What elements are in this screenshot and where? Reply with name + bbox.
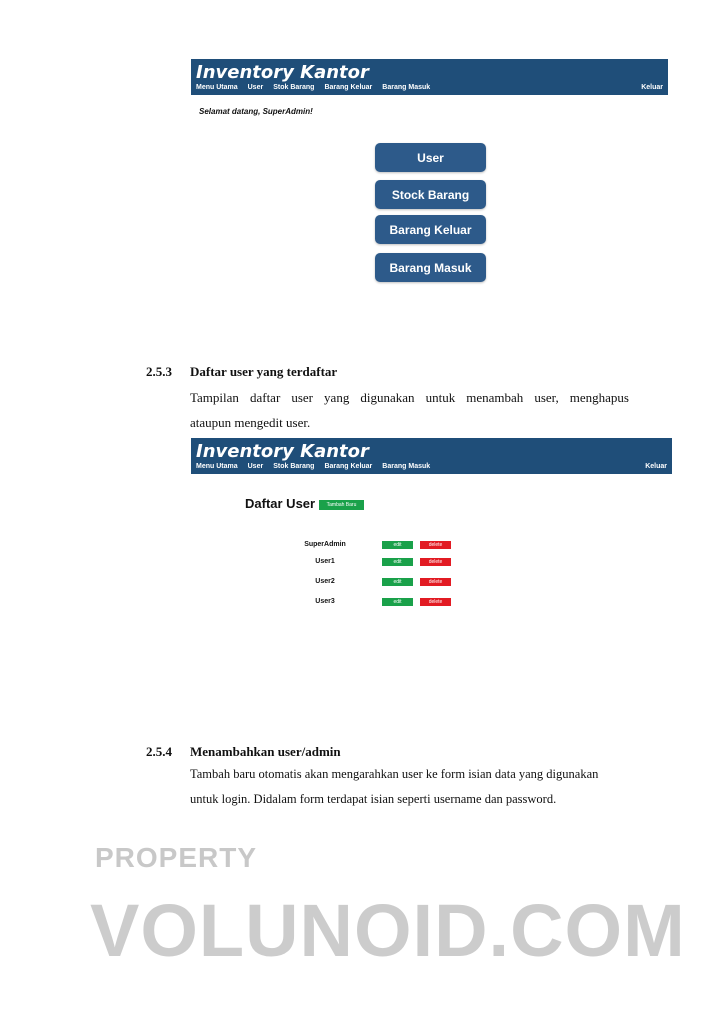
edit-button[interactable]: edit (382, 541, 413, 549)
nav-barang-masuk[interactable]: Barang Masuk (382, 463, 431, 470)
edit-button[interactable]: edit (382, 558, 413, 566)
nav-barang-keluar[interactable]: Barang Keluar (324, 463, 373, 470)
logout-link[interactable]: Keluar (641, 84, 663, 91)
delete-button[interactable]: delete (420, 541, 451, 549)
section-title: Daftar user yang terdaftar (190, 364, 338, 379)
app-title: Inventory Kantor (196, 441, 369, 462)
welcome-text: Selamat datang, SuperAdmin! (199, 107, 313, 116)
section-paragraph (190, 385, 629, 435)
user-name: User3 (315, 598, 335, 605)
watermark-site: VOLUNOID.COM (90, 889, 686, 972)
user-list-title: Daftar User (245, 496, 316, 511)
paragraph-line: ataupun mengedit user. (190, 415, 311, 430)
edit-button[interactable]: edit (382, 578, 413, 586)
section-number: 2.5.4 (146, 744, 172, 759)
nav-menu-utama[interactable]: Menu Utama (196, 84, 238, 91)
user-row (290, 597, 460, 607)
app-header (191, 59, 668, 95)
nav-barang-keluar[interactable]: Barang Keluar (324, 84, 373, 91)
paragraph-line: Tambah baru otomatis akan mengarahkan user ke form isian data yang digunakan (190, 767, 599, 781)
app-title: Inventory Kantor (196, 62, 369, 83)
user-row (290, 577, 460, 587)
user-menu-button[interactable]: User (375, 143, 486, 172)
section-paragraph (190, 762, 598, 812)
edit-button[interactable]: edit (382, 598, 413, 606)
user-name: SuperAdmin (304, 541, 346, 548)
add-user-button[interactable]: Tambah Baru (319, 500, 364, 510)
user-name: User1 (315, 558, 335, 565)
delete-button[interactable]: delete (420, 578, 451, 586)
barang-masuk-menu-button[interactable]: Barang Masuk (375, 253, 486, 282)
section-title: Menambahkan user/admin (190, 744, 341, 759)
stock-barang-menu-button[interactable]: Stock Barang (375, 180, 486, 209)
paragraph-line: untuk login. Didalam form terdapat isian seperti username dan password. (190, 792, 557, 806)
nav-user[interactable]: User (247, 463, 264, 470)
watermark-property: PROPERTY (95, 842, 258, 873)
delete-button[interactable]: delete (420, 558, 451, 566)
delete-button[interactable]: delete (420, 598, 451, 606)
user-row (290, 557, 460, 567)
paragraph-line: Tampilan daftar user yang digunakan untuk menambah user, menghapus (190, 390, 629, 405)
nav-bar (196, 84, 430, 91)
nav-menu-utama[interactable]: Menu Utama (196, 463, 238, 470)
nav-stok-barang[interactable]: Stok Barang (273, 84, 315, 91)
user-row (290, 540, 460, 550)
nav-stok-barang[interactable]: Stok Barang (273, 463, 315, 470)
section-number: 2.5.3 (146, 364, 172, 379)
nav-user[interactable]: User (247, 84, 264, 91)
barang-keluar-menu-button[interactable]: Barang Keluar (375, 215, 486, 244)
logout-link[interactable]: Keluar (645, 463, 667, 470)
app-header (191, 438, 672, 474)
user-name: User2 (315, 578, 335, 585)
nav-barang-masuk[interactable]: Barang Masuk (382, 84, 431, 91)
nav-bar (196, 463, 430, 470)
